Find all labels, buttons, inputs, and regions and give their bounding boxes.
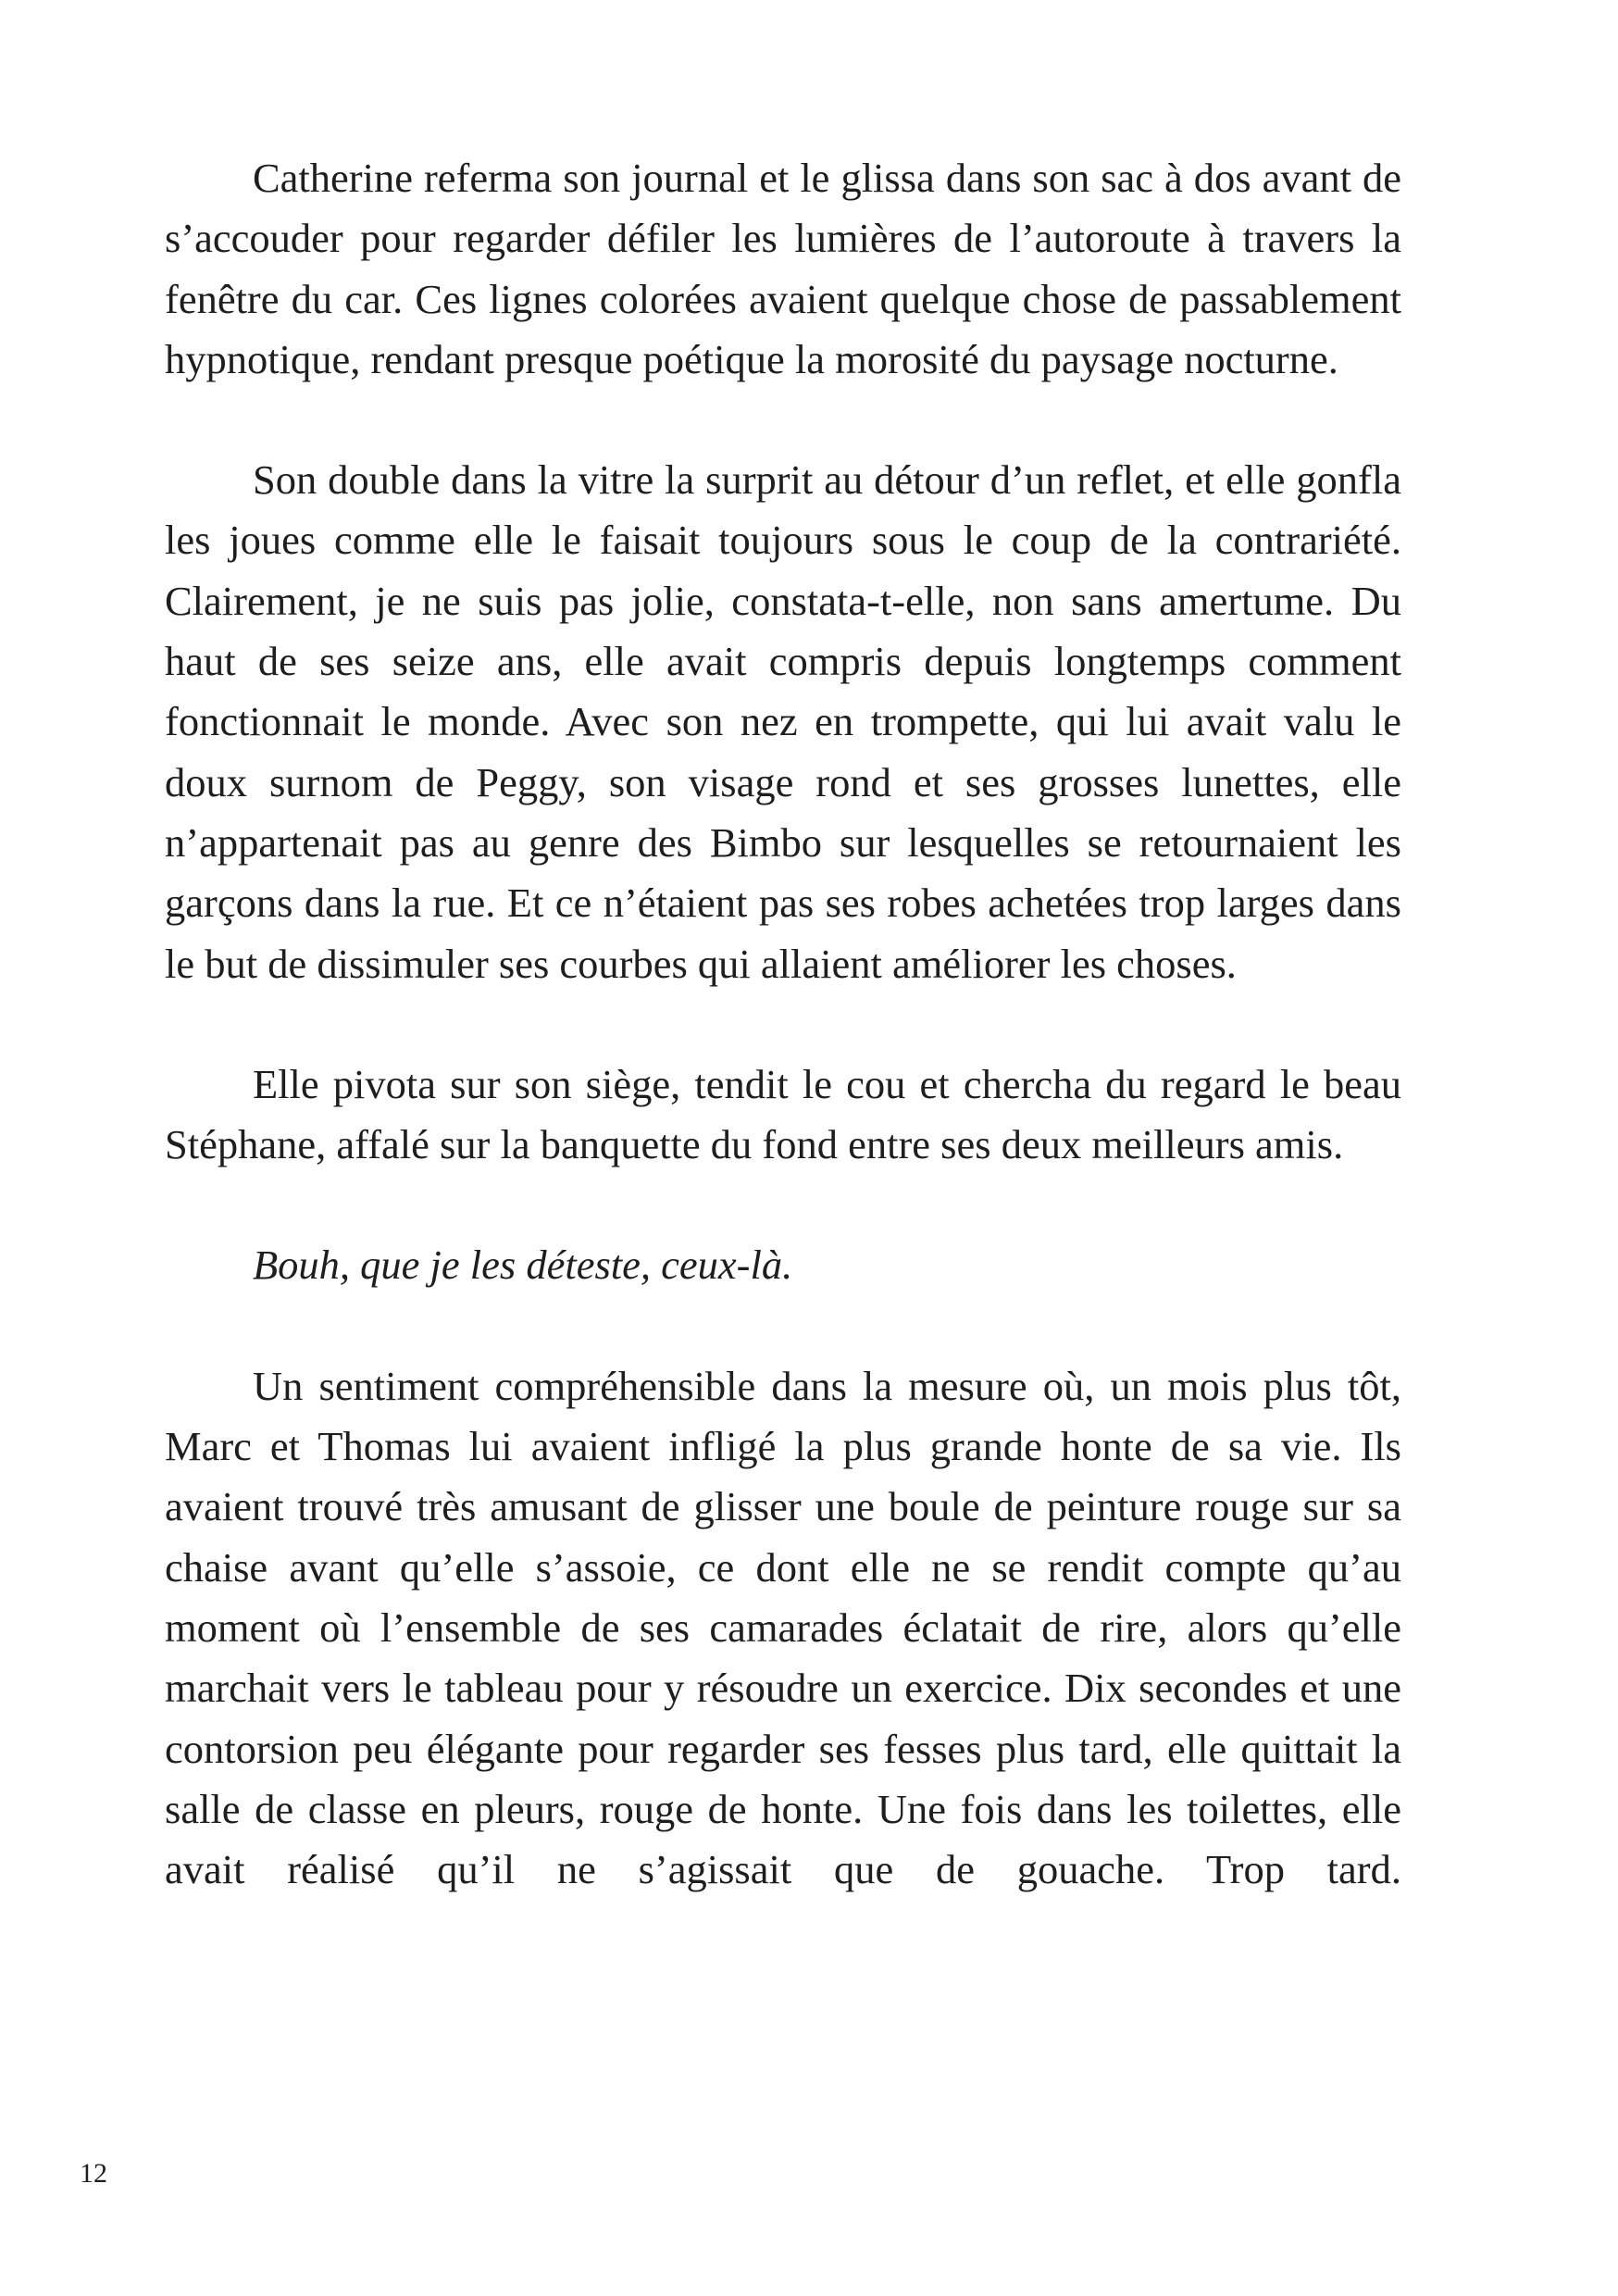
paragraph-4-italic-thought: Bouh, que je les déteste, ceux-là. (253, 1242, 793, 1289)
paragraph-1: Catherine referma son journal et le glissa dans son sac à dos avant de s’accouder pour regarder défiler les lumières de l’autoroute à travers la fenêtre du car. Ces lignes colorées avaient quelque chose de passablement hypnotique, rendant presque poétique la morosité du paysage nocturne. (165, 155, 1401, 382)
paragraph-3: Elle pivota sur son siège, tendit le cou et chercha du regard le beau Stéphane, affalé sur la banquette du fond entre ses deux meilleurs amis. (165, 1060, 1401, 1168)
paragraph-2: Son double dans la vitre la surprit au détour d’un reflet, et elle gonfla les joues comme elle le faisait toujours sous le coup de la contrariété. Clairement, je ne suis pas jolie, constata-t-elle, non sans amertume. Du haut de ses seize ans, elle avait compris depuis longtemps comment fonctionnait le monde. Avec son nez en trompette, qui lui avait valu le doux surnom de Peggy, son visage rond et ses grosses lunettes, elle n’appartenait pas au genre des Bimbo sur lesquelles se retournaient les garçons dans la rue. Et ce n’étaient pas ses robes achetées trop larges dans le but de dissimuler ses courbes qui allaient améliorer les choses. (165, 456, 1401, 987)
page-number: 12 (80, 2158, 107, 2189)
paragraph-5: Un sentiment compréhensible dans la mesure où, un mois plus tôt, Marc et Thomas lui avaient infligé la plus grande honte de sa vie. Ils avaient trouvé très amusant de glisser une boule de peinture rouge sur sa chaise avant qu’elle s’assoie, ce dont elle ne se rendit compte qu’au moment où l’ensemble de ses camarades éclatait de rire, alors qu’elle marchait vers le tableau pour y résoudre un exercice. Dix secondes et une contorsion peu élégante pour regarder ses fesses plus tard, elle quittait la salle de classe en pleurs, rouge de honte. Une fois dans les toilettes, elle avait réalisé qu’il ne s’agissait que de gouache. Trop tard. (165, 1362, 1401, 1893)
page-body (165, 148, 1401, 1900)
